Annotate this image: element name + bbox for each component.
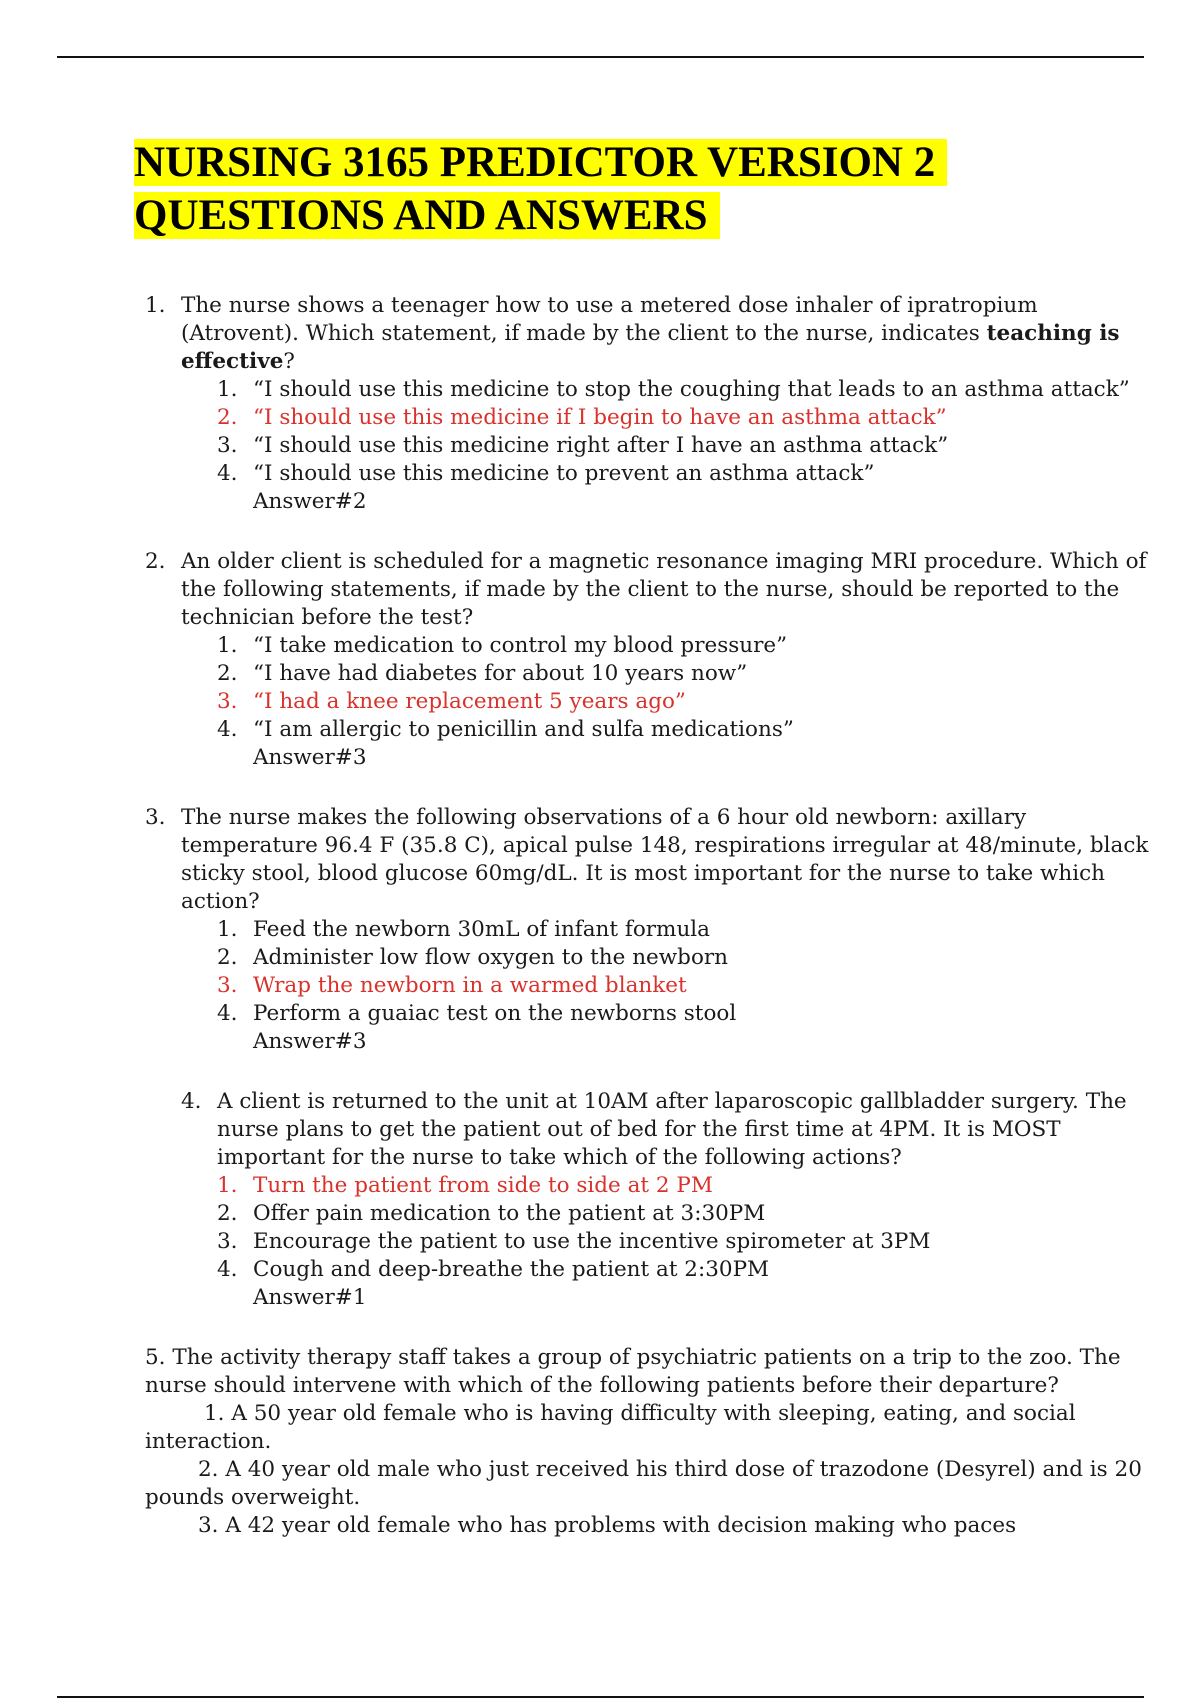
- option-number: 2.: [217, 1201, 238, 1226]
- option-number: 1.: [217, 633, 238, 658]
- option-number: 3.: [217, 973, 238, 998]
- question-stem-line: (Atrovent). Which statement, if made by the client to the nurse, indicates teaching is: [181, 321, 1120, 346]
- emphasis-text: effective: [181, 349, 284, 374]
- question-stem-line: important for the nurse to take which of the following actions?: [217, 1145, 902, 1170]
- question-stem-line: An older client is scheduled for a magnetic resonance imaging MRI procedure. Which of: [181, 549, 1147, 574]
- option-number: 3.: [217, 689, 238, 714]
- question-number: 3.: [145, 805, 166, 830]
- option-number: 1.: [217, 377, 238, 402]
- document-title: [134, 136, 947, 242]
- question-number: 4.: [181, 1089, 202, 1114]
- option-number: 3.: [217, 1229, 238, 1254]
- answer-option: 3. A 42 year old female who has problems with decision making who paces: [198, 1513, 1017, 1538]
- header-rule: [57, 56, 1144, 58]
- answer-option: Feed the newborn 30mL of infant formula: [253, 917, 710, 942]
- option-number: 2.: [217, 945, 238, 970]
- correct-answer-option: Turn the patient from side to side at 2 PM: [253, 1173, 713, 1198]
- question-stem-line: sticky stool, blood glucose 60mg/dL. It is most important for the nurse to take which: [181, 861, 1106, 886]
- option-number: 1.: [217, 1173, 238, 1198]
- answer-option-continued: pounds overweight.: [145, 1485, 361, 1510]
- answer-option: “I should use this medicine to stop the coughing that leads to an asthma attack”: [253, 377, 1130, 402]
- option-number: 4.: [217, 461, 238, 486]
- answer-option: Encourage the patient to use the incentive spirometer at 3PM: [253, 1229, 931, 1254]
- option-number: 3.: [217, 433, 238, 458]
- option-number: 4.: [217, 717, 238, 742]
- option-number: 4.: [217, 1001, 238, 1026]
- question-number: 2.: [145, 549, 166, 574]
- answer-option: “I should use this medicine to prevent an asthma attack”: [253, 461, 875, 486]
- emphasis-text: teaching is: [986, 321, 1120, 346]
- correct-answer-option: “I had a knee replacement 5 years ago”: [253, 689, 686, 714]
- answer-option: Administer low flow oxygen to the newborn: [253, 945, 729, 970]
- option-number: 1.: [217, 917, 238, 942]
- answer-option: “I take medication to control my blood pressure”: [253, 633, 788, 658]
- option-number: 4.: [217, 1257, 238, 1282]
- question-stem-line: 5. The activity therapy staff takes a group of psychiatric patients on a trip to the zoo. The: [145, 1345, 1121, 1370]
- correct-answer-option: “I should use this medicine if I begin to have an asthma attack”: [253, 405, 947, 430]
- title-line-1: NURSING 3165 PREDICTOR VERSION 2: [134, 139, 947, 186]
- answer-option: “I should use this medicine right after I have an asthma attack”: [253, 433, 949, 458]
- question-number: 5.: [145, 1345, 166, 1370]
- answer-option: “I am allergic to penicillin and sulfa medications”: [253, 717, 794, 742]
- answer-key: Answer#1: [253, 1285, 367, 1310]
- correct-answer-option: Wrap the newborn in a warmed blanket: [253, 973, 687, 998]
- answer-option: Offer pain medication to the patient at 3:30PM: [253, 1201, 766, 1226]
- question-stem-line: nurse plans to get the patient out of bed for the first time at 4PM. It is MOST: [217, 1117, 1061, 1142]
- answer-key: Answer#2: [253, 489, 367, 514]
- answer-key: Answer#3: [253, 1029, 367, 1054]
- question-stem-line: action?: [181, 889, 260, 914]
- question-number: 1.: [145, 293, 166, 318]
- title-line-2: QUESTIONS AND ANSWERS: [134, 192, 720, 239]
- answer-option: 2. A 40 year old male who just received his third dose of trazodone (Desyrel) and is 20: [198, 1457, 1142, 1482]
- option-number: 2.: [217, 661, 238, 686]
- answer-option: Perform a guaiac test on the newborns stool: [253, 1001, 737, 1026]
- answer-key: Answer#3: [253, 745, 367, 770]
- question-stem-line: nurse should intervene with which of the following patients before their departure?: [145, 1373, 1059, 1398]
- question-stem-line: temperature 96.4 F (35.8 C), apical pulse 148, respirations irregular at 48/minute, black: [181, 833, 1149, 858]
- answer-option-continued: interaction.: [145, 1429, 272, 1454]
- question-stem-line: The nurse shows a teenager how to use a metered dose inhaler of ipratropium: [181, 293, 1038, 318]
- question-stem-line: A client is returned to the unit at 10AM after laparoscopic gallbladder surgery. The: [217, 1089, 1127, 1114]
- footer-rule: [57, 1696, 1144, 1698]
- option-number: 2.: [217, 405, 238, 430]
- answer-option: Cough and deep-breathe the patient at 2:30PM: [253, 1257, 770, 1282]
- question-stem-line: effective?: [181, 349, 295, 374]
- question-stem-line: The nurse makes the following observations of a 6 hour old newborn: axillary: [181, 805, 1027, 830]
- answer-option: 1. A 50 year old female who is having difficulty with sleeping, eating, and social: [204, 1401, 1076, 1426]
- question-stem-line: technician before the test?: [181, 605, 474, 630]
- question-stem-line: the following statements, if made by the client to the nurse, should be reported to the: [181, 577, 1120, 602]
- answer-option: “I have had diabetes for about 10 years now”: [253, 661, 748, 686]
